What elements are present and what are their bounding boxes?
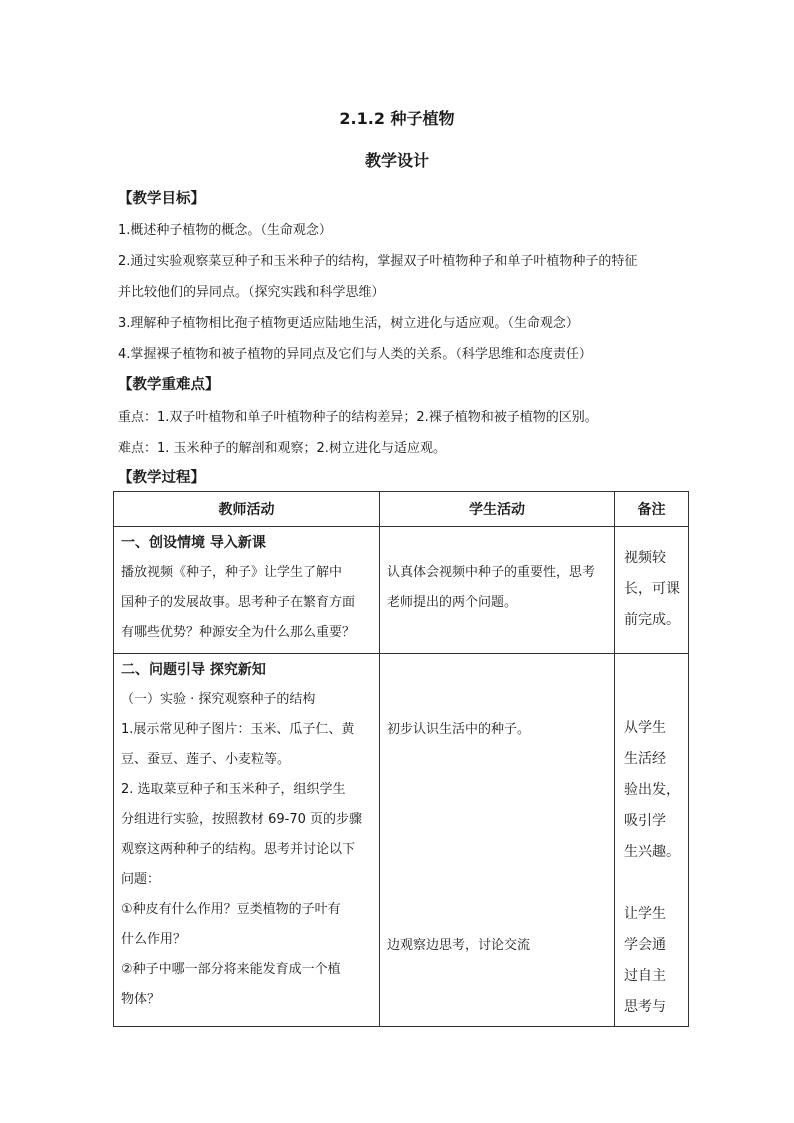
cell-text-line: 物体？	[121, 992, 161, 1007]
process-heading: 【教学过程】	[118, 470, 205, 486]
keypoints-heading: 【教学重难点】	[118, 377, 220, 393]
cell-text-line: 生活经	[624, 751, 666, 767]
column-header-teacher: 教师活动	[114, 492, 380, 527]
cell-text-line: 边观察边思考，讨论交流	[387, 938, 531, 953]
cell-text-line: 2. 选取菜豆种子和玉米种子，组织学生	[121, 782, 346, 797]
cell-text-line: 长，可课	[624, 581, 680, 597]
cell-text-line: ①种皮有什么作用？豆类植物的子叶有	[121, 902, 341, 917]
note-cell	[615, 654, 689, 1027]
cell-text-line: 初步认识生活中的种子。	[387, 722, 531, 737]
stage-heading: 二、问题引导 探究新知	[121, 662, 266, 678]
objective-line: 并比较他们的异同点。（探究实践和科学思维）	[118, 285, 385, 300]
difficult-point-line: 难点：1. 玉米种子的解剖和观察；2.树立进化与适应观。	[118, 441, 446, 456]
table-row	[114, 527, 689, 654]
table-header-row	[114, 492, 689, 527]
column-header-note: 备注	[615, 492, 689, 527]
cell-text-line: 视频较	[624, 550, 666, 566]
cell-text-line: 1.展示常见种子图片：玉米、瓜子仁、黄	[121, 722, 355, 737]
cell-text-line: 观察这两种种子的结构。思考并讨论以下	[121, 842, 356, 857]
teacher-activity-cell	[114, 527, 380, 654]
cell-text-line: ②种子中哪一部分将来能发育成一个植	[121, 962, 341, 977]
cell-text-line: 让学生	[624, 906, 666, 922]
teacher-activity-cell	[114, 654, 380, 1027]
document-subtitle: 教学设计	[364, 151, 429, 170]
objective-line: 4.掌握裸子植物和被子植物的异同点及它们与人类的关系。（科学思维和态度责任）	[118, 347, 592, 362]
cell-text-line: 什么作用？	[121, 932, 187, 947]
cell-text-line: 吸引学	[624, 813, 666, 829]
cell-text-line: 思考与	[624, 999, 666, 1015]
column-header-student: 学生活动	[380, 492, 615, 527]
cell-text-line: 过自主	[624, 968, 666, 984]
key-point-line: 重点：1.双子叶植物和单子叶植物种子的结构差异；2.裸子植物和被子植物的区别。	[118, 410, 598, 425]
cell-text-line: 分组进行实验，按照教材 69-70 页的步骤	[121, 812, 363, 827]
cell-text-line: 从学生	[624, 720, 666, 736]
objective-line: 3.理解种子植物相比孢子植物更适应陆地生活，树立进化与适应观。（生命观念）	[118, 316, 579, 331]
cell-text-line: 学会通	[624, 937, 666, 953]
table-row	[114, 654, 689, 1027]
objective-line: 1.概述种子植物的概念。（生命观念）	[118, 223, 332, 238]
stage-heading: 一、创设情境 导入新课	[121, 535, 266, 551]
cell-text-line: 豆、蚕豆、莲子、小麦粒等。	[121, 752, 291, 767]
cell-text-line: 有哪些优势？种源安全为什么那么重要？	[121, 625, 356, 640]
cell-text-line: 认真体会视频中种子的重要性，思考	[387, 565, 596, 580]
cell-text-line: 播放视频《种子，种子》让学生了解中	[121, 565, 343, 580]
student-activity-cell	[380, 527, 615, 654]
objective-line: 2.通过实验观察菜豆种子和玉米种子的结构，掌握双子叶植物种子和单子叶植物种子的特征	[118, 254, 638, 269]
cell-text-line: 老师提出的两个问题。	[387, 595, 518, 610]
cell-text-line: （一）实验 · 探究观察种子的结构	[121, 692, 316, 707]
cell-text-line: 前完成。	[624, 612, 680, 628]
note-cell	[615, 527, 689, 654]
objectives-heading: 【教学目标】	[118, 191, 205, 207]
process-table	[113, 491, 689, 1027]
cell-text-line: 国种子的发展故事。思考种子在繁育方面	[121, 595, 356, 610]
student-activity-cell	[380, 654, 615, 1027]
cell-text-line: 验出发，	[624, 782, 680, 798]
cell-text-line: 生兴趣。	[624, 844, 680, 860]
document-title: 2.1.2 种子植物	[339, 109, 455, 128]
cell-text-line: 问题：	[121, 872, 161, 887]
